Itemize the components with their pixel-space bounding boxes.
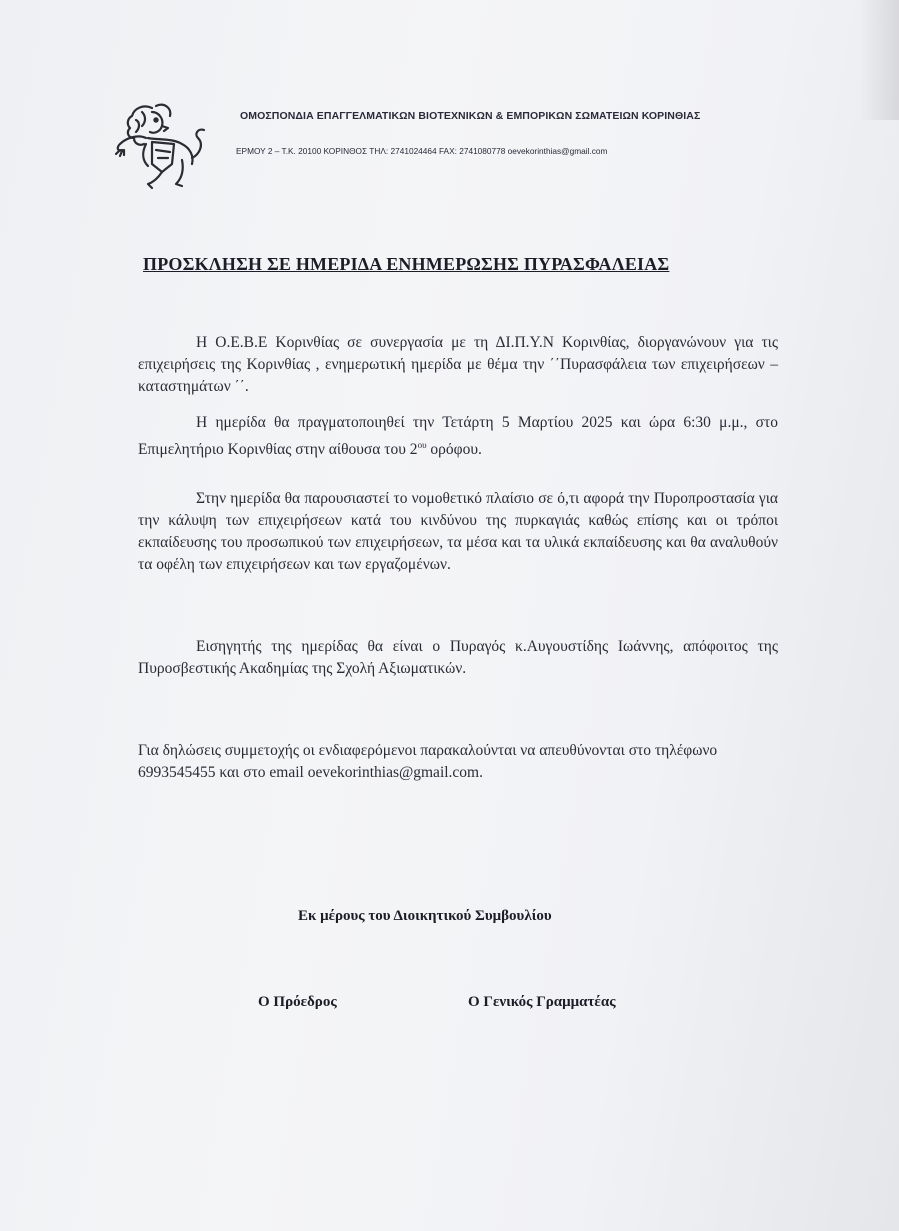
document-title: ΠΡΟΣΚΛΗΣΗ ΣΕ ΗΜΕΡΙΔΑ ΕΝΗΜΕΡΩΣΗΣ ΠΥΡΑΣΦΑΛΕΙΑΣ — [143, 254, 670, 274]
paragraph-speaker: Εισηγητής της ημερίδας θα είναι ο Πυραγός κ.Αυγουστίδης Ιωάννης, απόφοιτος της Πυροσβεστικής Ακαδημίας της Σχολή Αξιωματικών. — [138, 638, 778, 677]
paragraph-content: Στην ημερίδα θα παρουσιαστεί το νομοθετικό πλαίσιο σε ό,τι αφορά την Πυροπροστασία για την κάλυψη των επιχειρήσεων κατά του κινδύνου της πυρκαγιάς καθώς επίσης και οι τρόποι εκπαίδευσης του προσωπικού των επιχειρήσεων, τα μέσα και τα υλικά εκπαίδευσης και θα αναλυθούν τα οφέλη των επιχειρήσεων και των εργαζομένων. — [138, 490, 778, 573]
page-shadow — [859, 0, 899, 120]
paragraph-date: Η ημερίδα θα πραγματοποιηθεί την Τετάρτη 5 Μαρτίου 2025 και ώρα 6:30 μ.μ., στο Επιμελητήριο Κορινθίας στην αίθουσα του $2^{o\upsilon}$ ορόφου. — [138, 414, 778, 458]
organization-contact: ΕΡΜΟΥ 2 – Τ.Κ. 20100 ΚΟΡΙΝΘΟΣ ΤΗΛ: 2741024464 FAX: 2741080778 oevekorinthias@gmail.com — [236, 146, 608, 156]
board-signature-line: Εκ μέρους του Διοικητικού Συμβουλίου — [298, 908, 552, 924]
paragraph-registration: Για δηλώσεις συμμετοχής οι ενδιαφερόμενοι παρακαλούνται να απευθύνονται στο τηλέφωνο 6993545455 και στο email oevekorinthias@gmail.com. — [138, 742, 718, 781]
lion-emblem-icon — [112, 98, 208, 192]
organization-name: ΟΜΟΣΠΟΝΔΙΑ ΕΠΑΓΓΕΛΜΑΤΙΚΩΝ ΒΙΟΤΕΧΝΙΚΩΝ & ΕΜΠΟΡΙΚΩΝ ΣΩΜΑΤΕΙΩΝ ΚΟΡΙΝΘΙΑΣ — [240, 110, 701, 122]
secretary-label: Ο Γενικός Γραμματέας — [468, 994, 616, 1010]
paragraph-intro: Η Ο.Ε.Β.Ε Κορινθίας σε συνεργασία με τη ΔΙ.Π.Υ.Ν Κορινθίας, διοργανώνουν για τις επιχειρήσεις της Κορινθίας , ενημερωτική ημερίδα με θέμα την ΄΄Πυρασφάλεια των επιχειρήσεων – καταστημάτων ΄΄. — [138, 334, 778, 395]
president-label: Ο Πρόεδρος — [258, 994, 337, 1010]
